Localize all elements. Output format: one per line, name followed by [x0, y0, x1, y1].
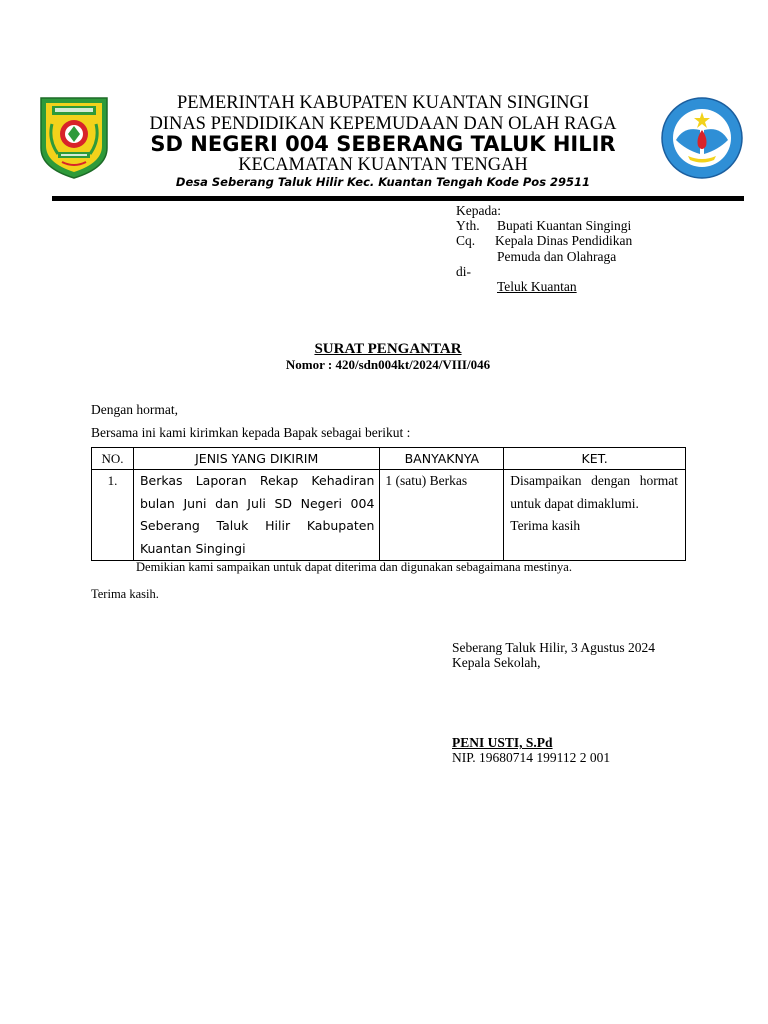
header-no: NO. [92, 448, 134, 470]
cell-banyaknya-text: 1 (satu) Berkas [385, 473, 468, 488]
intro-text: Bersama ini kami kirimkan kepada Bapak sebagai berikut : [91, 425, 411, 440]
closing-text: Demikian kami sampaikan untuk dapat diterima dan digunakan sebagaimana mestinya. [136, 560, 572, 574]
kuantan-singingi-regency-logo [38, 96, 110, 180]
letter-number: Nomor : 420/sdn004kt/2024/VIII/046 [285, 357, 491, 372]
regency-emblem-icon [38, 96, 110, 180]
cell-ket [504, 470, 686, 561]
greeting: Dengan hormat, [91, 402, 178, 417]
cell-jenis-text: Berkas Laporan Rekap Kehadiran bulan Juni dan Juli SD Negeri 004 Seberang Taluk Hilir Kabupaten Kuantan Singingi [139, 473, 375, 556]
header-jenis: JENIS YANG DIKIRIM [133, 448, 379, 470]
signature-name: PENI USTI, S.Pd [452, 735, 553, 750]
header-ket: KET. [504, 448, 686, 470]
cq-value-line2: Pemuda dan Olahraga [497, 249, 617, 264]
signature-nip: NIP. 19680714 199112 2 001 [452, 750, 611, 765]
cell-banyaknya [380, 470, 504, 561]
cq-label: Cq. [456, 233, 476, 248]
letterhead-school-name: SD NEGERI 004 SEBERANG TALUK HILIR [150, 132, 616, 156]
letterhead-department: DINAS PENDIDIKAN KEPEMUDAAN DAN OLAH RAGA [149, 114, 617, 134]
signature-position: Kepala Sekolah, [452, 655, 541, 670]
cell-ket-text: Disampaikan dengan hormat untuk dapat dimaklumi. [510, 473, 678, 511]
letterhead-address: Desa Seberang Taluk Hilir Kec. Kuantan Tengah Kode Pos 29511 [175, 175, 591, 189]
destination-place: Teluk Kuantan [497, 279, 577, 294]
letterhead-divider [52, 196, 744, 201]
cell-ket-thanks: Terima kasih [510, 518, 581, 533]
addressee-label: Kepada: [456, 203, 501, 218]
table-row [92, 470, 686, 561]
yth-value: Bupati Kuantan Singingi [497, 218, 632, 233]
cq-value-line1: Kepala Dinas Pendidikan [495, 233, 633, 248]
tut-wuri-handayani-icon [654, 96, 750, 180]
header-banyaknya: BANYAKNYA [380, 448, 504, 470]
signature-place-date: Seberang Taluk Hilir, 3 Agustus 2024 [452, 640, 656, 655]
letter-title: SURAT PENGANTAR [314, 341, 462, 357]
letterhead-government: PEMERINTAH KABUPATEN KUANTAN SINGINGI [176, 93, 590, 113]
di-label: di- [456, 264, 471, 279]
thanks-text: Terima kasih. [91, 587, 159, 601]
cell-no: 1. [92, 470, 134, 561]
letterhead-district: KECAMATAN KUANTAN TENGAH [238, 155, 528, 175]
items-table [91, 447, 686, 561]
table-header-row [92, 448, 686, 470]
tut-wuri-handayani-logo [654, 96, 750, 180]
yth-label: Yth. [456, 218, 480, 233]
cell-jenis [133, 470, 379, 561]
